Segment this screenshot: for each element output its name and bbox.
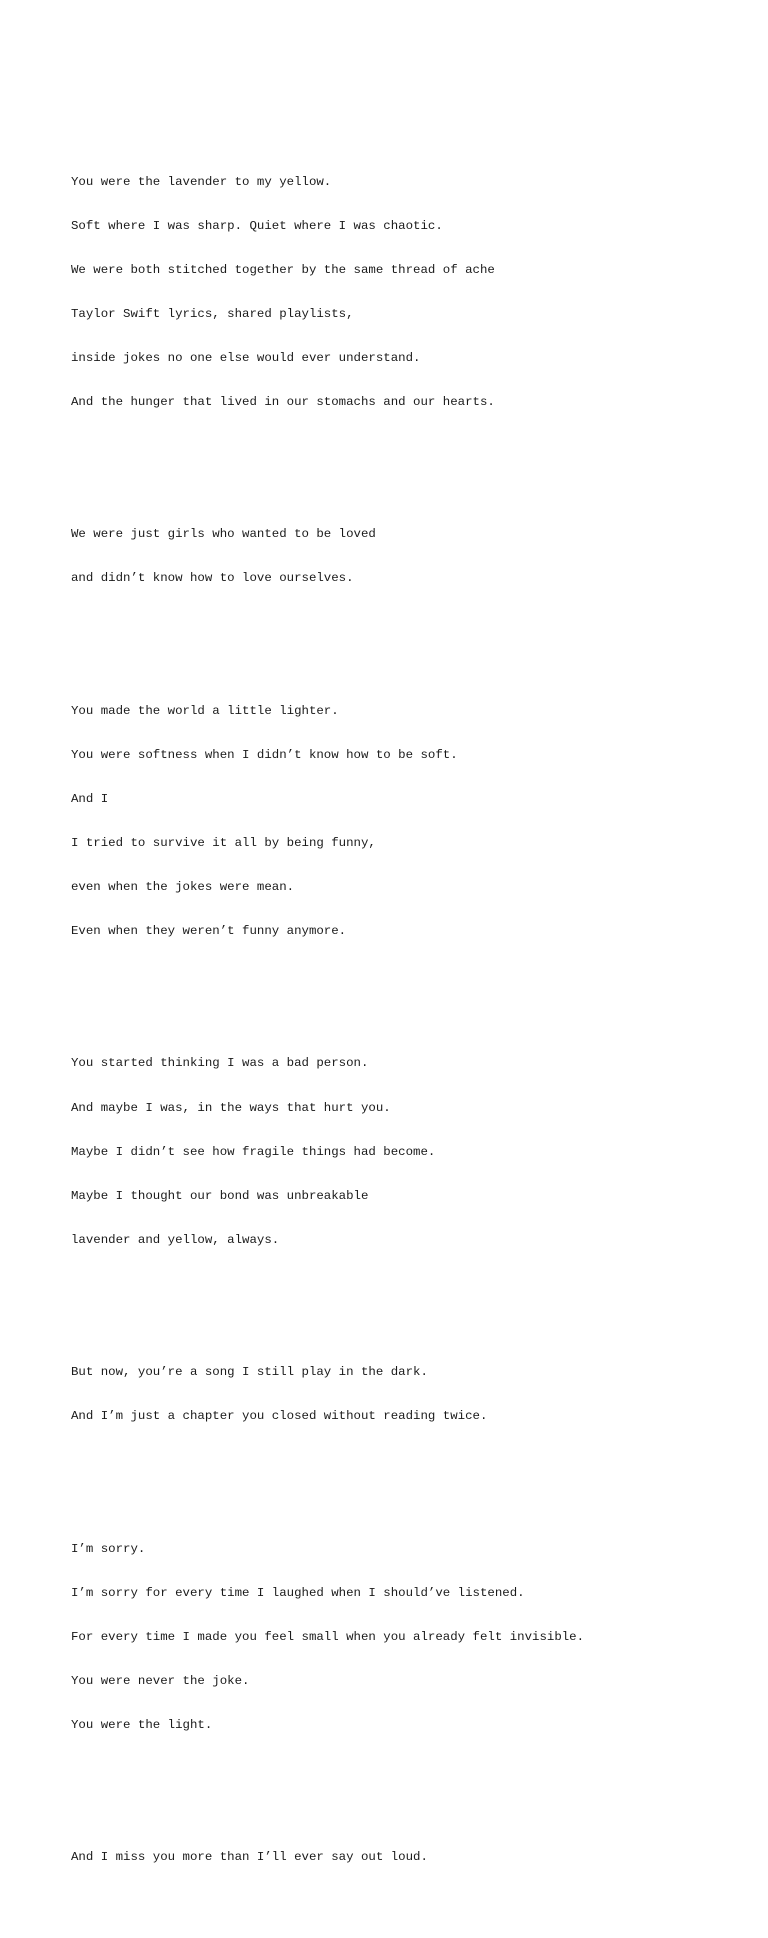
poem-line: lavender and yellow, always. — [71, 1232, 280, 1247]
poem-line: even when the jokes were mean. — [71, 880, 295, 895]
poem-body — [71, 101, 751, 1938]
stanza-7 — [71, 1821, 751, 1895]
poem-line: You were never the joke. — [71, 1673, 250, 1688]
poem-line: Maybe I didn’t see how fragile things had become. — [71, 1144, 436, 1159]
poem-line: I tried to survive it all by being funny, — [71, 835, 376, 850]
poem-line: Taylor Swift lyrics, shared playlists, — [71, 306, 354, 321]
stanza-4 — [71, 1027, 751, 1277]
poem-line: For every time I made you feel small when you already felt invisible. — [71, 1629, 585, 1644]
poem-line: You made the world a little lighter. — [71, 703, 339, 718]
poem-line: And maybe I was, in the ways that hurt you. — [71, 1100, 391, 1115]
poem-line: But now, you’re a song I still play in the dark. — [71, 1365, 428, 1380]
stanza-6 — [71, 1512, 751, 1762]
poem-line: And I’m just a chapter you closed without reading twice. — [71, 1409, 488, 1424]
poem-line: We were just girls who wanted to be loved — [71, 527, 376, 542]
poem-line: and didn’t know how to love ourselves. — [71, 571, 354, 586]
poem-line: inside jokes no one else would ever understand. — [71, 350, 421, 365]
poem-line: We were both stitched together by the same thread of ache — [71, 262, 495, 277]
stanza-5 — [71, 1336, 751, 1454]
stanza-3 — [71, 674, 751, 968]
stanza-1 — [71, 145, 751, 439]
poem-line: Soft where I was sharp. Quiet where I was chaotic. — [71, 218, 443, 233]
poem-line: You were softness when I didn’t know how to be soft. — [71, 747, 458, 762]
poem-line: I’m sorry. — [71, 1541, 146, 1556]
poem-line: You started thinking I was a bad person. — [71, 1056, 369, 1071]
poem-line: And I miss you more than I’ll ever say out loud. — [71, 1850, 428, 1865]
poem-line: You were the light. — [71, 1717, 213, 1732]
poem-line: Maybe I thought our bond was unbreakable — [71, 1188, 369, 1203]
poem-line: And I — [71, 791, 109, 806]
poem-line: And the hunger that lived in our stomachs and our hearts. — [71, 394, 495, 409]
poem-line: Even when they weren’t funny anymore. — [71, 924, 347, 939]
poem-line: I’m sorry for every time I laughed when I should’ve listened. — [71, 1585, 525, 1600]
stanza-2 — [71, 498, 751, 616]
poem-line: You were the lavender to my yellow. — [71, 174, 332, 189]
